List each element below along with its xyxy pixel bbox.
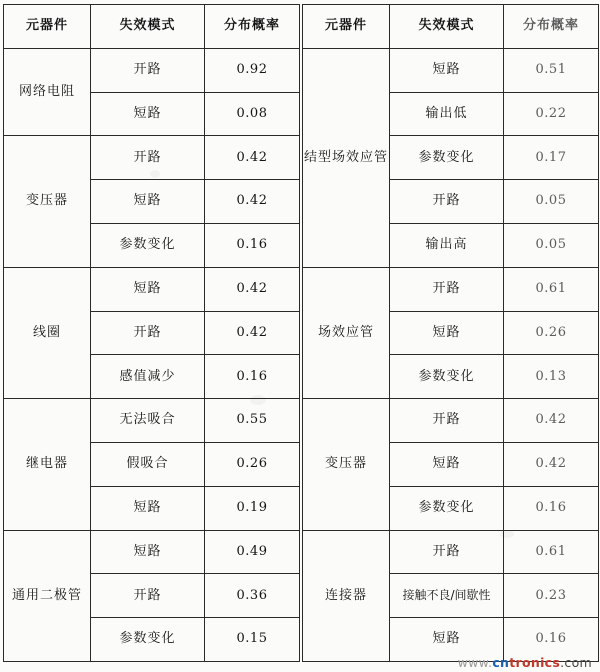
failure-mode-cell: 假吸合 — [91, 442, 205, 486]
table-row — [303, 48, 599, 92]
header-component: 元器件 — [303, 5, 390, 49]
header-probability: 分布概率 — [504, 5, 599, 49]
probability-cell: 0.16 — [504, 618, 599, 662]
table-row — [4, 399, 300, 443]
watermark-www: www. — [457, 655, 493, 670]
probability-cell: 0.42 — [205, 267, 300, 311]
table-row — [303, 530, 599, 574]
left-failure-mode-table — [3, 4, 300, 662]
component-cell: 变压器 — [303, 399, 390, 530]
component-cell: 结型场效应管 — [303, 48, 390, 267]
probability-cell: 0.16 — [205, 355, 300, 399]
probability-cell: 0.26 — [504, 311, 599, 355]
table-row — [4, 530, 300, 574]
probability-cell: 0.13 — [504, 355, 599, 399]
failure-mode-cell: 开路 — [390, 180, 504, 224]
failure-mode-cell: 开路 — [390, 399, 504, 443]
table-row — [4, 267, 300, 311]
probability-cell: 0.16 — [205, 223, 300, 267]
failure-mode-cell: 短路 — [91, 486, 205, 530]
component-cell: 通用二极管 — [4, 530, 91, 661]
failure-mode-cell: 开路 — [91, 574, 205, 618]
failure-mode-cell: 短路 — [390, 442, 504, 486]
table-row — [4, 136, 300, 180]
failure-mode-cell: 参数变化 — [91, 618, 205, 662]
component-cell: 继电器 — [4, 399, 91, 530]
probability-cell: 0.15 — [205, 618, 300, 662]
failure-mode-cell: 输出高 — [390, 223, 504, 267]
failure-mode-cell: 开路 — [91, 136, 205, 180]
failure-mode-cell: 短路 — [91, 92, 205, 136]
probability-cell: 0.05 — [504, 180, 599, 224]
site-watermark — [458, 655, 592, 670]
component-cell: 连接器 — [303, 530, 390, 661]
probability-cell: 0.61 — [504, 530, 599, 574]
failure-mode-cell: 参数变化 — [390, 486, 504, 530]
probability-cell: 0.08 — [205, 92, 300, 136]
failure-mode-cell: 短路 — [390, 618, 504, 662]
probability-cell: 0.42 — [205, 180, 300, 224]
probability-cell: 0.16 — [504, 486, 599, 530]
failure-mode-cell: 开路 — [390, 530, 504, 574]
component-cell: 变压器 — [4, 136, 91, 267]
table-header-row — [303, 5, 599, 49]
probability-cell: 0.17 — [504, 136, 599, 180]
failure-mode-cell: 短路 — [91, 530, 205, 574]
right-failure-mode-table — [302, 4, 599, 662]
failure-mode-cell: 参数变化 — [390, 136, 504, 180]
probability-cell: 0.49 — [205, 530, 300, 574]
watermark-cn: cn — [492, 655, 510, 670]
header-failure-mode: 失效模式 — [390, 5, 504, 49]
component-cell: 网络电阻 — [4, 48, 91, 136]
table-row — [303, 267, 599, 311]
header-failure-mode: 失效模式 — [91, 5, 205, 49]
failure-mode-cell: 输出低 — [390, 92, 504, 136]
failure-mode-cell: 短路 — [91, 180, 205, 224]
probability-cell: 0.61 — [504, 267, 599, 311]
failure-mode-cell: 参数变化 — [390, 355, 504, 399]
header-probability: 分布概率 — [205, 5, 300, 49]
failure-mode-cell: 开路 — [390, 267, 504, 311]
failure-mode-cell: 开路 — [91, 48, 205, 92]
probability-cell: 0.92 — [205, 48, 300, 92]
probability-cell: 0.55 — [205, 399, 300, 443]
failure-mode-cell: 参数变化 — [91, 223, 205, 267]
failure-mode-cell: 短路 — [390, 48, 504, 92]
component-cell: 线圈 — [4, 267, 91, 398]
failure-mode-cell: 无法吸合 — [91, 399, 205, 443]
probability-cell: 0.51 — [504, 48, 599, 92]
probability-cell: 0.36 — [205, 574, 300, 618]
probability-cell: 0.22 — [504, 92, 599, 136]
probability-cell: 0.42 — [205, 311, 300, 355]
header-component: 元器件 — [4, 5, 91, 49]
table-row — [303, 399, 599, 443]
failure-mode-cell: 短路 — [390, 311, 504, 355]
probability-cell: 0.42 — [205, 136, 300, 180]
failure-mode-cell: 感值减少 — [91, 355, 205, 399]
probability-cell: 0.23 — [504, 574, 599, 618]
table-row — [4, 48, 300, 92]
failure-mode-cell: 接触不良/间歇性 — [390, 574, 504, 618]
component-cell: 场效应管 — [303, 267, 390, 398]
probability-cell: 0.26 — [205, 442, 300, 486]
table-header-row — [4, 5, 300, 49]
failure-mode-cell: 开路 — [91, 311, 205, 355]
failure-mode-cell: 短路 — [91, 267, 205, 311]
probability-cell: 0.42 — [504, 399, 599, 443]
probability-cell: 0.05 — [504, 223, 599, 267]
watermark-tronics: tronics — [509, 655, 561, 670]
watermark-com: .com — [560, 655, 592, 670]
probability-cell: 0.42 — [504, 442, 599, 486]
probability-cell: 0.19 — [205, 486, 300, 530]
